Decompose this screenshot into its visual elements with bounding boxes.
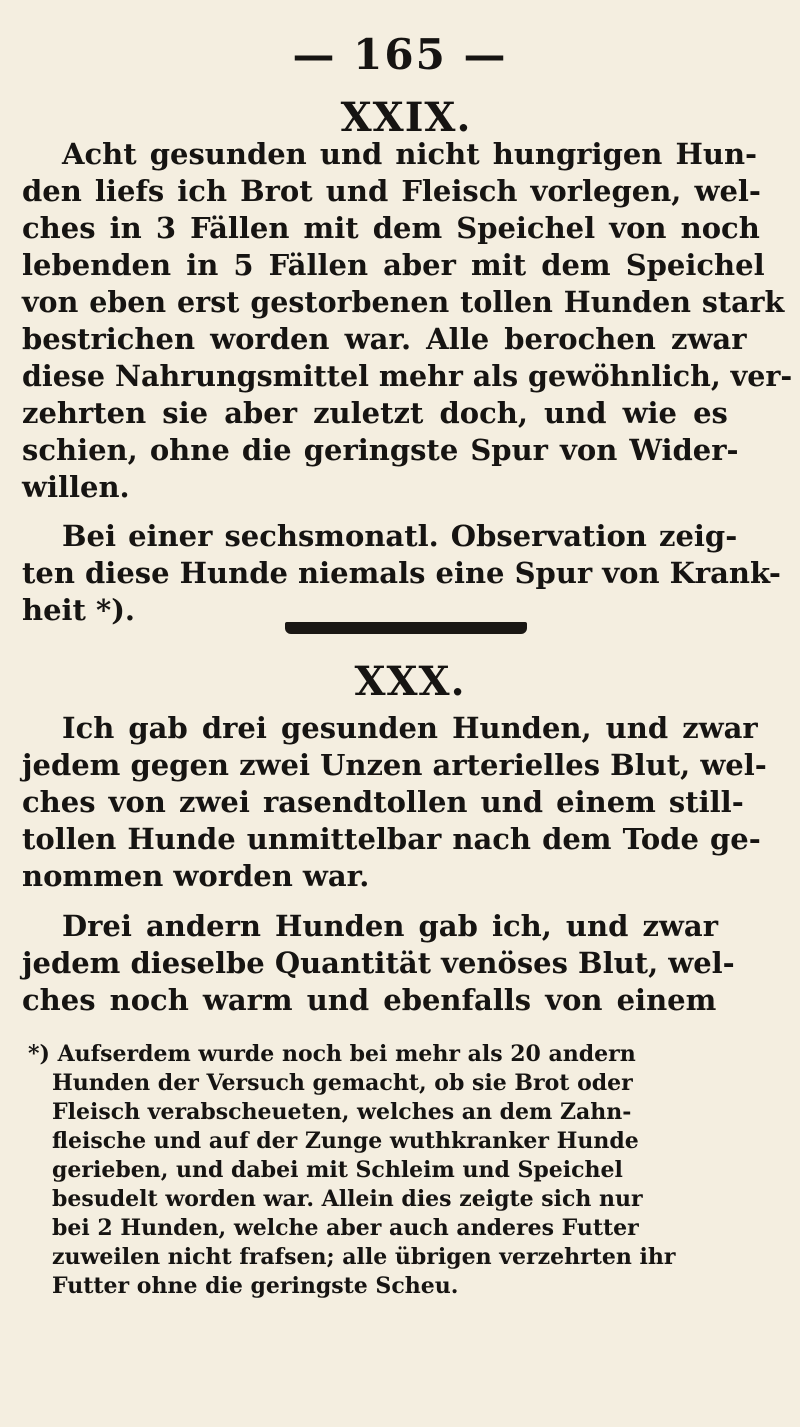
text-line: Drei andern Hunden gab ich, und zwar [62,909,718,943]
text-line: Ich gab drei gesunden Hunden, und zwar [62,711,758,745]
text-line: ches noch warm und ebenfalls von einem [22,983,717,1017]
text-line: ches in 3 Fällen mit dem Speichel von noch [22,211,760,245]
text-line: schien, ohne die geringste Spur von Wider- [22,433,739,467]
text-line: Acht gesunden und nicht hungrigen Hun- [62,137,758,171]
text-line: tollen Hunde unmittelbar nach dem Tode ge- [22,822,761,856]
footnote-line: fleische und auf der Zunge wuthkranker Hunde [52,1128,639,1154]
section-divider-rule [285,622,527,634]
footnote-line: Fleisch verabscheueten, welches an dem Zahn- [52,1099,632,1125]
text-line: ches von zwei rasendtollen und einem still- [22,785,744,819]
footnote-line: zuweilen nicht frafsen; alle übrigen verzehrten ihr [52,1244,676,1270]
text-line: ten diese Hunde niemals eine Spur von Krank- [22,556,781,590]
page-number: — 165 — [292,30,508,79]
footnote-line: bei 2 Hunden, welche aber auch anderes Futter [52,1215,639,1241]
footnote-line: Hunden der Versuch gemacht, ob sie Brot oder [52,1070,633,1096]
text-line: Bei einer sechsmonatl. Observation zeig- [62,519,738,553]
text-line: diese Nahrungsmittel mehr als gewöhnlich, ver- [22,359,793,393]
text-line: von eben erst gestorbenen tollen Hunden stark [22,285,785,319]
section-title-30: XXX. [354,658,466,705]
text-line: bestrichen worden war. Alle berochen zwar [22,322,747,356]
text-line: jedem gegen zwei Unzen arterielles Blut, wel- [22,748,767,782]
text-line: den liefs ich Brot und Fleisch vorlegen, wel- [22,174,761,208]
text-line: heit *). [22,593,136,627]
text-line: willen. [22,470,130,504]
text-line: jedem dieselbe Quantität venöses Blut, wel- [22,946,735,980]
footnote-line: besudelt worden war. Allein dies zeigte sich nur [52,1186,643,1212]
footnote-line: gerieben, und dabei mit Schleim und Speichel [52,1157,623,1183]
text-line: lebenden in 5 Fällen aber mit dem Speichel [22,248,765,282]
footnote-line: *) Aufserdem wurde noch bei mehr als 20 andern [28,1041,636,1067]
text-line: nommen worden war. [22,859,370,893]
footnote-line: Futter ohne die geringste Scheu. [52,1273,459,1299]
section-title-29: XXIX. [340,94,472,141]
text-line: zehrten sie aber zuletzt doch, und wie es [22,396,728,430]
